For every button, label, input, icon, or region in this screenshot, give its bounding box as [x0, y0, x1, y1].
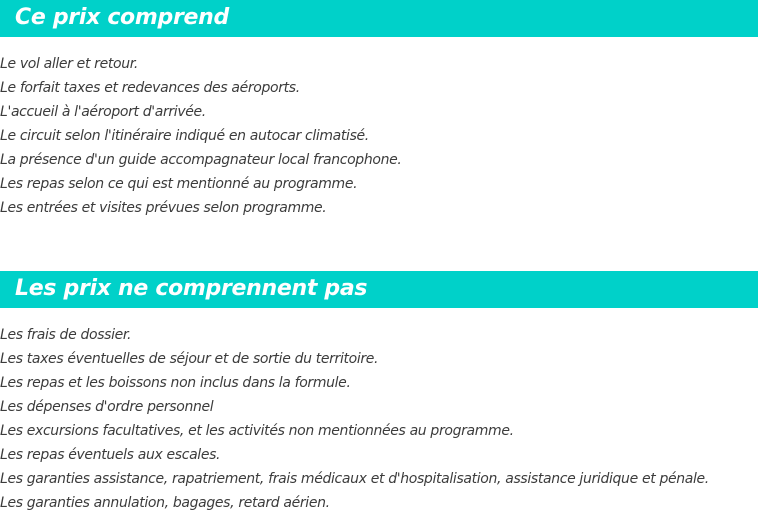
list-item: Les garanties annulation, bagages, retard aérien.	[0, 495, 330, 511]
list-item: Le vol aller et retour.	[0, 56, 138, 72]
excluded-section-header	[0, 271, 758, 308]
list-item: Les dépenses d'ordre personnel	[0, 399, 214, 415]
list-item: Les repas et les boissons non inclus dans la formule.	[0, 375, 351, 391]
list-item: Le forfait taxes et redevances des aéroports.	[0, 80, 300, 96]
list-item: Les frais de dossier.	[0, 327, 132, 343]
list-item: Les garanties assistance, rapatriement, frais médicaux et d'hospitalisation, assistance juridique et pénale.	[0, 471, 709, 487]
excluded-section-title: Les prix ne comprennent pas	[15, 276, 368, 301]
list-item: Les repas selon ce qui est mentionné au programme.	[0, 176, 358, 192]
included-section-title: Ce prix comprend	[15, 5, 229, 30]
list-item: L'accueil à l'aéroport d'arrivée.	[0, 104, 206, 120]
list-item: Les repas éventuels aux escales.	[0, 447, 221, 463]
included-list	[0, 52, 401, 220]
list-item: Les entrées et visites prévues selon programme.	[0, 200, 327, 216]
included-section-header	[0, 0, 758, 37]
list-item: Les excursions facultatives, et les activités non mentionnées au programme.	[0, 423, 514, 439]
list-item: La présence d'un guide accompagnateur local francophone.	[0, 152, 402, 168]
list-item: Le circuit selon l'itinéraire indiqué en autocar climatisé.	[0, 128, 369, 144]
excluded-list	[0, 323, 709, 515]
list-item: Les taxes éventuelles de séjour et de sortie du territoire.	[0, 351, 379, 367]
